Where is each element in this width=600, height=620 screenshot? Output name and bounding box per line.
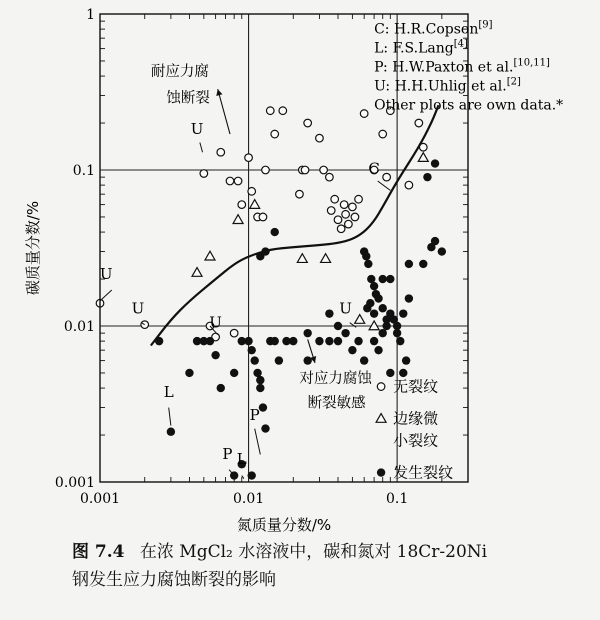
crack-point (211, 351, 219, 359)
crack-point (251, 356, 259, 364)
source-name: H.R.Copson (393, 21, 479, 38)
crack-point (325, 337, 333, 345)
crack-point (423, 173, 431, 181)
no-crack-point (217, 148, 225, 156)
caption-line-1: 在浓 MgCl₂ 水溶液中，碳和氮对 18Cr-20Ni (139, 542, 488, 562)
label-leader (200, 143, 203, 153)
y-axis-label: 碳质量分数/% (24, 200, 42, 296)
annotation-text: 断裂敏感 (307, 395, 366, 412)
no-crack-point (349, 203, 357, 211)
crack-point (256, 376, 264, 384)
legend-marker (377, 468, 385, 476)
source-legend-entry (374, 76, 521, 94)
crack-point (348, 346, 356, 354)
source-legend-entry (374, 57, 550, 75)
no-crack-point (200, 170, 208, 178)
point-label: P (222, 445, 233, 464)
crack-point (303, 356, 311, 364)
crack-point (386, 275, 394, 283)
crack-point (370, 282, 378, 290)
crack-point (341, 329, 349, 337)
source-ref: [2] (506, 76, 521, 88)
no-crack-point (262, 166, 270, 174)
source-name: H.H.Uhlig et al. (394, 78, 507, 95)
micro-crack-point (321, 254, 331, 263)
y-tick-label: 1 (86, 7, 95, 23)
no-crack-point (355, 195, 363, 203)
source-key: L: (374, 40, 393, 57)
crack-point (379, 304, 387, 312)
micro-crack-point (233, 215, 243, 224)
source-name: Other plots are own data.* (374, 97, 564, 114)
no-crack-point (226, 177, 234, 185)
point-label: U (131, 299, 145, 318)
source-name: H.W.Paxton et al. (392, 59, 514, 76)
micro-crack-point (418, 153, 428, 162)
crack-point (206, 337, 214, 345)
no-crack-point (327, 207, 335, 215)
point-label: L (163, 383, 174, 402)
crack-point (334, 322, 342, 330)
point-label: U (339, 299, 352, 318)
crack-point (303, 329, 311, 337)
no-crack-point (337, 225, 345, 233)
no-crack-point (340, 201, 348, 209)
crack-point (334, 337, 342, 345)
label-leader (378, 181, 391, 190)
label-leader (255, 429, 261, 455)
crack-point (155, 337, 163, 345)
crack-point (360, 356, 368, 364)
crack-point (362, 252, 370, 260)
crack-point (386, 369, 394, 377)
no-crack-point (415, 119, 423, 127)
no-crack-point (419, 143, 427, 151)
source-legend-entry (374, 38, 468, 56)
crack-point (399, 309, 407, 317)
crack-point (289, 337, 297, 345)
source-key: U: (374, 78, 395, 95)
no-crack-point (316, 134, 324, 142)
caption-line-2: 钢发生应力腐蚀断裂的影响 (72, 570, 276, 590)
no-crack-point (301, 166, 309, 174)
no-crack-point (342, 211, 350, 219)
no-crack-point (248, 188, 256, 196)
annotation-arrow (218, 89, 230, 134)
no-crack-point (259, 213, 267, 221)
no-crack-point (266, 107, 274, 115)
annotation-arrowhead (216, 89, 222, 96)
boundary-curve-group (151, 105, 439, 345)
no-crack-point (334, 216, 342, 224)
y-tick-label: 0.01 (63, 319, 95, 335)
no-crack-point (304, 119, 312, 127)
no-crack-point (331, 195, 339, 203)
point-label: P (249, 405, 260, 424)
no-crack-point (351, 213, 359, 221)
no-crack-point (405, 181, 413, 189)
crack-point (370, 309, 378, 317)
legend-label: 边缘微 (393, 409, 439, 428)
label-leader (169, 408, 171, 426)
crack-point (399, 369, 407, 377)
no-crack-point (379, 130, 387, 138)
annotation-text: 对应力腐蚀 (299, 371, 372, 388)
annotations (100, 63, 390, 479)
annotation-text: 蚀断裂 (166, 90, 210, 107)
legend-marker (376, 414, 386, 423)
crack-point (438, 247, 446, 255)
no-crack-point (238, 201, 246, 209)
crack-point (217, 384, 225, 392)
crack-point (248, 471, 256, 479)
crack-point (271, 228, 279, 236)
crack-point (248, 346, 256, 354)
crack-point (431, 237, 439, 245)
micro-crack-point (250, 200, 260, 209)
no-crack-point (360, 110, 368, 118)
no-crack-point (345, 220, 353, 228)
crack-point (363, 304, 371, 312)
crack-point (256, 384, 264, 392)
crack-point (253, 369, 261, 377)
crack-point (244, 337, 252, 345)
no-crack-point (234, 177, 242, 185)
point-label: L (236, 450, 247, 469)
point-labels (100, 120, 380, 468)
no-crack-point (245, 154, 253, 162)
crack-point (167, 428, 175, 436)
micro-crack-point (297, 254, 307, 263)
crack-point (275, 356, 283, 364)
no-crack-point (271, 130, 279, 138)
source-key: C: (374, 21, 394, 38)
crack-point (393, 322, 401, 330)
crack-point (370, 337, 378, 345)
no-crack-point (279, 107, 287, 115)
crack-point (405, 294, 413, 302)
x-tick-label: 0.01 (232, 491, 265, 507)
figure-caption (72, 538, 592, 594)
boundary-curve (151, 105, 439, 345)
legend-marker (377, 383, 385, 391)
crack-point (315, 337, 323, 345)
crack-point (354, 337, 362, 345)
no-crack-point (296, 190, 304, 198)
marker-legend (376, 378, 453, 482)
source-ref: [4] (453, 38, 468, 50)
source-legend-entry (374, 97, 563, 113)
crack-point (374, 346, 382, 354)
crack-point (374, 294, 382, 302)
legend-label: 无裂纹 (393, 377, 439, 396)
x-tick-label: 0.001 (79, 491, 121, 507)
no-crack-point (383, 173, 391, 181)
x-axis-label: 氮质量分数/% (236, 516, 332, 534)
micro-crack-point (192, 268, 202, 277)
no-crack-point (230, 329, 238, 337)
source-key: P: (374, 59, 393, 76)
source-legend (374, 19, 563, 113)
figure-number: 图 7.4 (72, 542, 125, 562)
y-tick-label: 0.001 (54, 475, 95, 491)
crack-point (261, 424, 269, 432)
no-crack-point (326, 173, 334, 181)
crack-point (185, 369, 193, 377)
source-name: F.S.Lang (392, 40, 454, 57)
crack-point (271, 337, 279, 345)
micro-crack-point (369, 321, 379, 330)
crack-point (396, 337, 404, 345)
annotation-text: 耐应力腐 (150, 64, 209, 81)
no-crack-point (320, 166, 328, 174)
legend-label: 发生裂纹 (393, 463, 454, 482)
crack-point (230, 369, 238, 377)
point-label: C (368, 159, 380, 178)
micro-crack-point (355, 315, 365, 324)
crack-point (402, 356, 410, 364)
crack-point (325, 309, 333, 317)
crack-point (419, 260, 427, 268)
legend-label: 小裂纹 (393, 431, 439, 450)
label-leader (100, 290, 112, 301)
crack-point (259, 403, 267, 411)
source-ref: [10,11] (513, 57, 550, 69)
source-legend-entry (374, 19, 493, 37)
crack-point (405, 260, 413, 268)
x-tick-label: 0.1 (385, 491, 409, 507)
point-label: U (190, 120, 204, 139)
crack-point (379, 275, 387, 283)
point-label: U (99, 265, 113, 284)
crack-point (261, 247, 269, 255)
point-label: U (209, 313, 222, 332)
source-ref: [9] (478, 19, 493, 31)
y-tick-label: 0.1 (72, 163, 95, 179)
crack-point (379, 329, 387, 337)
crack-point (364, 260, 372, 268)
crack-point (431, 159, 439, 167)
micro-crack-point (205, 251, 215, 260)
